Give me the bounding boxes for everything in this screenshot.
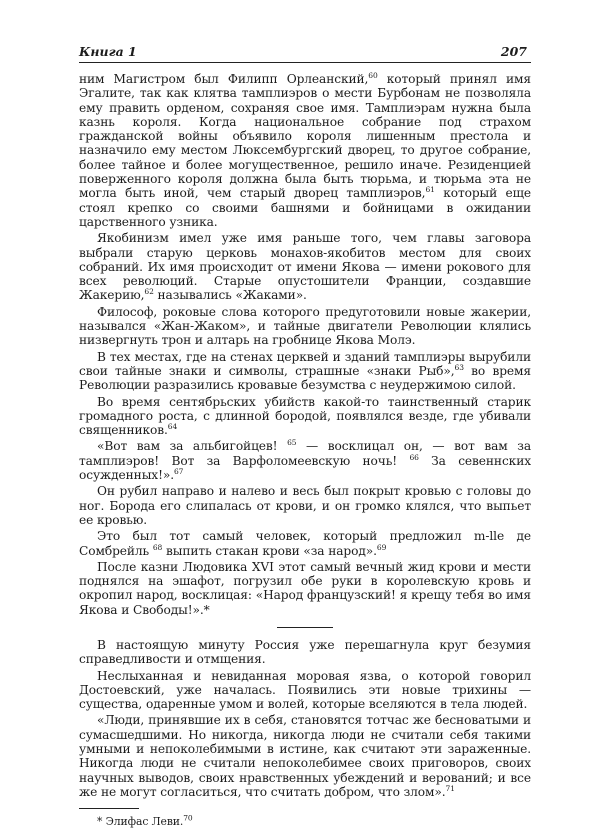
footnote-ref: 62 (144, 287, 154, 297)
running-header (79, 44, 531, 59)
paragraph: В тех местах, где на стенах церквей и зданий тамплиэры вырубили свои тайные знаки и символы, страшные «знаки Рыб»,$^{63}$ во время Революции разразились кровавые безумства с неудержимою силой. (79, 349, 531, 393)
footnote-ref: 70 (183, 813, 193, 823)
paragraph: Якобинизм имел уже имя раньше того, чем главы заговора выбрали старую церковь монахов-якобитов местом для своих собраний. Их имя происходит от имени Якова — имени рокового для всех революций. Старые опустошители Франции, создавшие Жакерию,$^{62}$ назывались «Жаками». (79, 231, 531, 303)
footnote-ref: 67 (174, 466, 184, 476)
paragraph: Неслыханная и невиданная моровая язва, о которой говорил Достоевский, уже началась. Появились эти новые трихины — существа, одаренные умом и волей, которые вселяются в тела людей. (79, 668, 531, 712)
paragraph: Это был тот самый человек, который предложил m-lle де Сомбрейль $^{68}$ выпить стакан крови «за народ».$^{69}$ (79, 529, 531, 558)
footnote-ref: 64 (167, 422, 178, 432)
paragraph: В настоящую минуту Россия уже перешагнула круг безумия справедливости и отмщения. (79, 637, 531, 667)
footnote-ref: 61 (425, 185, 435, 195)
footnote-rule (79, 808, 139, 809)
paragraph: ним Магистром был Филипп Орлеанский,$^{60}$ который принял имя Эгалите, так как клятва тамплиэров о мести Бурбонам не позволяла ему править орденом, сохраняя свое имя. Тамплиэрам нужна была казнь короля. Когда национальное собрание под страхом гражданской войны объявило короля лишенным престола и назначило ему местом Люксембургский дворец, то другое собрание, более тайное и более могущественное, решило иначе. Резиденцией поверженного короля должна была быть тюрьма, и тюрьма эта не могла быть иной, чем старый дворец тамплиэров,$^{61}$ который еще стоял крепко со своими башнями и бойницами в ожидании царственного узника. (79, 70, 531, 229)
book-title: Книга 1 (79, 44, 137, 59)
footnote-ref: 66 (409, 452, 419, 462)
header-rule (79, 62, 531, 63)
footnote-ref: 68 (152, 542, 163, 552)
footnote: * Элифас Леви.$^{70}$ (97, 813, 193, 828)
book-page (79, 44, 531, 828)
page-number: 207 (500, 44, 527, 59)
footnote-ref: 71 (445, 783, 455, 793)
footnote-ref: 60 (368, 70, 378, 80)
paragraph: Он рубил направо и налево и весь был покрыт кровью с головы до ног. Борода его слипалась от крови, и он громко клялся, что выпьет ее кровью. (79, 484, 531, 527)
paragraph: «Люди, принявшие их в себя, становятся тотчас же бесноватыми и сумасшедшими. Но никогда, никогда люди не считали себя такими умными и непоколебимыми в истине, как считают эти зараженные. Никогда люди не считали непоколебимее своих приговоров, своих научных выводов, своих нравственных убеждений и верований; и все же не могут согласиться, что считать добром, что злом».$^{71}$ (79, 713, 531, 799)
footnote-ref: 69 (376, 542, 387, 552)
footnote-ref: 65 (287, 438, 297, 448)
paragraph: После казни Людовика XVI этот самый вечный жид крови и мести поднялся на эшафот, погрузил обе руки в королевскую кровь и окропил народ, восклицая: «Народ французский! я крещу тебя во имя Якова и Свободы!».* (79, 559, 531, 617)
paragraph: Во время сентябрьских убийств какой-то таинственный старик громадного роста, с длинной бородой, появлялся везде, где убивали священников.$^{64}$ (79, 394, 531, 438)
paragraph: Философ, роковые слова которого предуготовили новые жакерии, назывался «Жан-Жаком», и тайные двигатели Революции клялись низвергнуть трон и алтарь на гробнице Якова Молэ. (79, 304, 531, 348)
footnote-ref: 63 (454, 362, 464, 372)
section-divider (79, 627, 531, 628)
main-text (79, 72, 531, 828)
paragraph: «Вот вам за альбигойцев! $^{65}$ — восклицал он, — вот вам за тамплиэров! Вот за Варфоломеевскую ночь! $^{66}$ За севеннских осужденных!».$^{67}$ (79, 438, 531, 483)
